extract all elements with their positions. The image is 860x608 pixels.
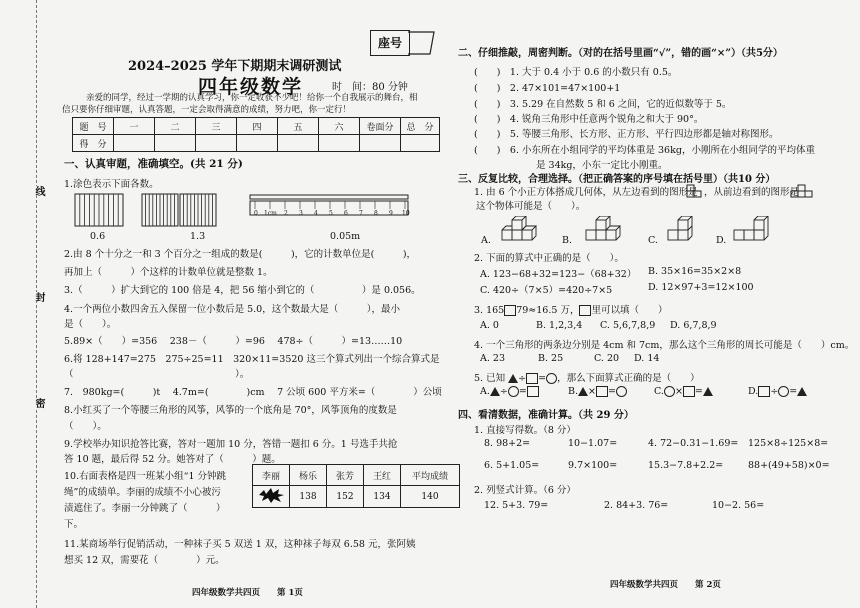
judge-5[interactable]: ( ) 5. 等腰三角形、长方形、正方形、平行四边形都是轴对称图形。 — [474, 129, 779, 140]
calc-2-title: 2. 列竖式计算。（6 分） — [474, 485, 576, 496]
page-footer-2: 四年级数学共四页 第 2页 — [610, 580, 721, 590]
circle-icon — [616, 386, 627, 397]
q1-value-b: 1.3 — [190, 231, 206, 242]
choice-3-option-c[interactable]: C. 5,6,7,8,9 — [600, 320, 656, 331]
seat-number-box[interactable]: 座号 — [370, 30, 410, 56]
score-head-cell: 题 号 — [73, 118, 114, 135]
q10-line-4: 下。 — [64, 519, 84, 530]
q11-line-1: 11.某商场举行促销活动，一种袜子买 5 双送 1 双，这种袜子每双 6.58 元，张阿姨 — [64, 539, 416, 550]
ruler-label: 3 — [299, 210, 303, 217]
choice-1-line-1a: 1. 由 6 个小正方体搭成几何体，从左边看到的图形是 — [474, 187, 698, 198]
section-3-title: 三、反复比较，合理选择。（把正确答案的序号填在括号里）（共10 分） — [458, 174, 776, 185]
choice-5-option-d[interactable]: D. ÷ = — [748, 386, 807, 397]
score-table — [72, 117, 440, 152]
choice-5-prefix: 5. 已知 — [474, 373, 506, 384]
q5-text: 5.89×（ ）=356 238－（ ）=96 478÷（ ）=13……10 — [64, 336, 403, 347]
triangle-icon — [508, 374, 518, 383]
option-letter: A. — [480, 386, 490, 397]
triangle-icon — [703, 387, 713, 396]
exam-title: 2024–2025 学年下期期末调研测试 — [128, 59, 342, 74]
choice-1-option-c[interactable]: C. — [648, 235, 658, 246]
exam-time: 时 间：80 分钟 — [332, 82, 408, 93]
intro-line-1: 亲爱的同学，经过一学期的认真学习，你一定收获不少吧！给你一个自我展示的舞台，相 — [86, 93, 418, 103]
ruler-label: 8 — [374, 210, 378, 217]
section-4-title: 四、看清数据，准确计算。（共 29 分） — [458, 410, 634, 421]
margin-label-feng: 封 — [33, 292, 44, 302]
choice-3-option-b[interactable]: B. 1,2,3,4 — [536, 320, 583, 331]
score-table-header-row — [73, 118, 440, 135]
jump-head-cell: 王红 — [364, 465, 401, 486]
choice-1-line-1b: ，从前边看到的图形是 — [704, 187, 800, 198]
page-footer-1: 四年级数学共四页 第 1页 — [192, 588, 303, 598]
choice-4-option-c[interactable]: C. 20 — [594, 353, 620, 364]
q10-line-3: 渍遮住了。李丽一分钟跳了（ ） — [64, 503, 226, 514]
option-letter: B. — [568, 386, 579, 397]
jump-rope-header-row — [253, 465, 460, 486]
jump-value-cell: 134 — [364, 486, 401, 508]
jump-head-cell: 平均成绩 — [401, 465, 460, 486]
option-a-cubes[interactable] — [498, 216, 538, 246]
choice-5-option-c[interactable]: C. × = — [654, 386, 713, 397]
jump-value-cell: 152 — [327, 486, 364, 508]
ruler-label: 4 — [314, 210, 318, 217]
section-1-title: 一、认真审题，准确填空。(共 21 分) — [64, 158, 243, 170]
section-2-title: 二、仔细推敲，周密判断。（对的在括号里画“√”，错的画“×”）（共5分） — [458, 48, 783, 59]
vertical-calc-item[interactable]: 12. 5+3. 79= — [484, 500, 549, 511]
choice-2-text: 2. 下面的算式中正确的是（ ）。 — [474, 253, 624, 264]
blank-box-icon — [504, 305, 516, 316]
score-cell[interactable] — [360, 135, 401, 152]
score-head-cell: 总 分 — [401, 118, 440, 135]
seat-tab-decoration — [408, 30, 438, 56]
choice-1-option-b[interactable]: B. — [562, 235, 573, 246]
q9-line-1: 9.学校举办知识抢答比赛，答对一题加 10 分，答错一题扣 6 分。1 号选手共抢 — [64, 439, 398, 450]
jump-head-cell: 杨乐 — [290, 465, 327, 486]
jump-head-cell: 李丽 — [253, 465, 290, 486]
intro-line-2: 信只要你仔细审题，认真答题，一定会取得满意的成绩，努力吧，你一定行！ — [62, 105, 352, 115]
choice-2-option-d[interactable]: D. 12×97+3=12×100 — [648, 282, 754, 293]
ruler-label: 0 — [254, 210, 258, 217]
figure-0-6-square[interactable] — [75, 194, 123, 226]
choice-5-option-b[interactable]: B. × = — [568, 386, 627, 397]
choice-4-option-a[interactable]: A. 23 — [480, 353, 505, 364]
q3-text: 3.（ ）扩大到它的 100 倍是 4，把 56 缩小到它的（ ）是 0.056。 — [64, 285, 421, 296]
calc-item[interactable]: 6. 5+1.05= — [484, 460, 540, 471]
ruler-label: 6 — [344, 210, 348, 217]
option-letter: D. — [748, 386, 759, 397]
ruler-label-group — [253, 210, 413, 220]
score-cell[interactable] — [196, 135, 237, 152]
calc-1-title: 1. 直接写得数。（8 分） — [474, 425, 576, 436]
score-head-cell: 卷面分 — [360, 118, 401, 135]
circle-icon — [546, 373, 557, 384]
judge-3[interactable]: ( ) 3. 5.29 在自然数 5 和 6 之间，它的近似数等于 5。 — [474, 99, 732, 110]
q2-line-2: 再加上（ ）个这样的计数单位就是整数 1。 — [64, 267, 273, 278]
circle-icon — [508, 386, 519, 397]
calc-item[interactable]: 4. 72−0.31−1.69= — [648, 438, 739, 449]
q1-text: 1.涂色表示下面各数。 — [64, 179, 159, 190]
choice-3-option-d[interactable]: D. 6,7,8,9 — [670, 320, 717, 331]
choice-3-text — [474, 302, 667, 316]
circle-icon — [778, 386, 789, 397]
choice-4-option-d[interactable]: D. 14 — [634, 353, 660, 364]
square-icon — [683, 386, 695, 397]
triangle-icon — [578, 387, 588, 396]
q2-line-1: 2.由 8 个十分之一和 3 个百分之一组成的数是( )，它的计数单位是( )， — [64, 249, 417, 260]
square-icon — [596, 386, 608, 397]
ruler-label: 2 — [284, 210, 288, 217]
vertical-calc-item[interactable]: 10−2. 56= — [712, 500, 765, 511]
jump-value-cell: 138 — [290, 486, 327, 508]
choice-2-option-b[interactable]: B. 35×16=35×2×8 — [648, 266, 742, 277]
ruler-label: 10 — [402, 210, 410, 217]
jump-head-cell: 张芳 — [327, 465, 364, 486]
q10-line-1: 10.右面表格是四一班某小组“1 分钟跳 — [64, 471, 227, 482]
choice-3-suffix: 里可以填（ ） — [591, 305, 668, 316]
q6-line-2: （ ）。 — [64, 369, 250, 380]
score-head-cell: 一 — [114, 118, 155, 135]
score-head-cell: 六 — [319, 118, 360, 135]
score-head-cell: 二 — [155, 118, 196, 135]
score-cell[interactable] — [155, 135, 196, 152]
choice-2-option-a[interactable]: A. 123−68+32=123−（68+32） — [480, 269, 637, 280]
judge-6-line-1[interactable]: ( ) 6. 小东所在小组同学的平均体重是 36kg，小刚所在小组同学的平均体重 — [474, 145, 815, 156]
score-cell[interactable] — [114, 135, 155, 152]
score-cell[interactable] — [319, 135, 360, 152]
ink-blot-icon — [256, 486, 286, 504]
circle-icon — [664, 386, 675, 397]
calc-item[interactable]: 88+(49+58)×0= — [748, 460, 830, 471]
score-head-cell: 三 — [196, 118, 237, 135]
choice-1-line-2: 这个物体可能是（ ）。 — [476, 201, 586, 212]
q11-line-2: 想买 12 双，需要花（ ）元。 — [64, 555, 225, 566]
option-letter: C. — [654, 386, 664, 397]
judge-1[interactable]: ( ) 1. 大于 0.4 小于 0.6 的小数只有 0.5。 — [474, 67, 678, 78]
q8-line-1: 8.小红买了一个等腰三角形的风筝，风筝的一个底角是 70°，风筝顶角的度数是 — [64, 405, 397, 416]
ink-blot-cell — [253, 486, 290, 508]
front-view-shape — [790, 184, 820, 198]
choice-4-text: 4. 一个三角形的两条边分别是 4cm 和 7cm，那么这个三角形的周长可能是（ ）cm。 — [474, 340, 855, 351]
choice-3-middle: 79≈16.5 万， — [516, 305, 580, 316]
vertical-calc-item[interactable]: 2. 84+3. 76= — [604, 500, 669, 511]
q4-line-2: 是（ ）。 — [64, 319, 117, 330]
q9-line-2: 答 10 题，最后得 52 分。她答对了（ ）题。 — [64, 454, 281, 465]
calc-item[interactable]: 8. 98+2= — [484, 438, 531, 449]
jump-rope-value-row — [253, 486, 460, 508]
choice-1-option-a[interactable]: A. — [481, 235, 491, 246]
judge-4[interactable]: ( ) 4. 锐角三角形中任意两个锐角之和大于 90°。 — [474, 114, 704, 125]
jump-rope-table — [252, 464, 460, 508]
ruler-label: 5 — [329, 210, 333, 217]
score-table-score-row — [73, 135, 440, 152]
left-view-shape — [686, 184, 706, 198]
calc-item[interactable]: 10−1.07= — [568, 438, 618, 449]
ruler-label: 9 — [389, 210, 393, 217]
calc-item[interactable]: 9.7×100= — [568, 460, 618, 471]
choice-3-prefix: 3. 165 — [474, 305, 505, 316]
score-row-label: 得 分 — [73, 135, 114, 152]
score-head-cell: 四 — [237, 118, 278, 135]
choice-3-option-a[interactable]: A. 0 — [480, 320, 499, 331]
choice-5-suffix: ，那么下面算式正确的是（ ） — [557, 373, 700, 384]
score-cell[interactable] — [278, 135, 319, 152]
q1-value-a: 0.6 — [90, 231, 106, 242]
choice-1-option-d[interactable]: D. — [716, 235, 727, 246]
calc-item[interactable]: 15.3−7.8+2.2= — [648, 460, 724, 471]
triangle-icon — [490, 387, 500, 396]
margin-label-xian: 线 — [33, 186, 44, 196]
choice-5-option-a[interactable]: A. ÷ = — [480, 386, 539, 397]
q10-line-2: 绳”的成绩单。李丽的成绩不小心被污 — [64, 487, 221, 498]
margin-label-mi: 密 — [33, 398, 44, 408]
ruler-label: 1cm — [264, 210, 277, 217]
judge-2[interactable]: ( ) 2. 47×101=47×100+1 — [474, 83, 621, 94]
choice-2-option-c[interactable]: C. 420÷（7×5）=420÷7×5 — [480, 285, 613, 296]
choice-4-option-b[interactable]: B. 25 — [538, 353, 564, 364]
blank-box-icon — [579, 305, 591, 316]
q6-line-1: 6.将 128+147=275 275÷25=11 320×11=3520 这三个算式列出一个综合算式是 — [64, 354, 440, 365]
square-icon — [758, 386, 770, 397]
square-icon — [527, 386, 539, 397]
ruler-label: 7 — [359, 210, 363, 217]
figure-1-3-squares[interactable] — [142, 194, 216, 226]
score-cell[interactable] — [401, 135, 440, 152]
q4-line-1: 4.一个两位小数四舍五入保留一位小数后是 5.0，这个数最大是（ ），最小 — [64, 304, 400, 315]
square-icon — [526, 373, 538, 384]
triangle-icon — [797, 387, 807, 396]
q8-line-2: （ ）。 — [64, 421, 107, 432]
option-b-cubes[interactable] — [582, 216, 626, 246]
choice-5-text: 5. 已知 ÷ = ，那么下面算式正确的是（ ） — [474, 373, 700, 384]
q7-text: 7. 980kg=( )t 4.7m=( )cm 7 公顷 600 平方米=（ ）公顷 — [64, 387, 442, 398]
score-cell[interactable] — [237, 135, 278, 152]
jump-value-cell: 140 — [401, 486, 460, 508]
judge-6-line-2: 是 34kg，小东一定比小刚重。 — [536, 160, 668, 171]
calc-item[interactable]: 125×8÷125×8= — [748, 438, 829, 449]
q1-value-c: 0.05m — [330, 231, 361, 242]
binding-line — [36, 0, 37, 608]
option-c-cubes[interactable] — [664, 216, 704, 246]
exam-subject: 四年级数学 — [198, 76, 304, 98]
score-head-cell: 五 — [278, 118, 319, 135]
option-d-cubes[interactable] — [730, 216, 774, 246]
